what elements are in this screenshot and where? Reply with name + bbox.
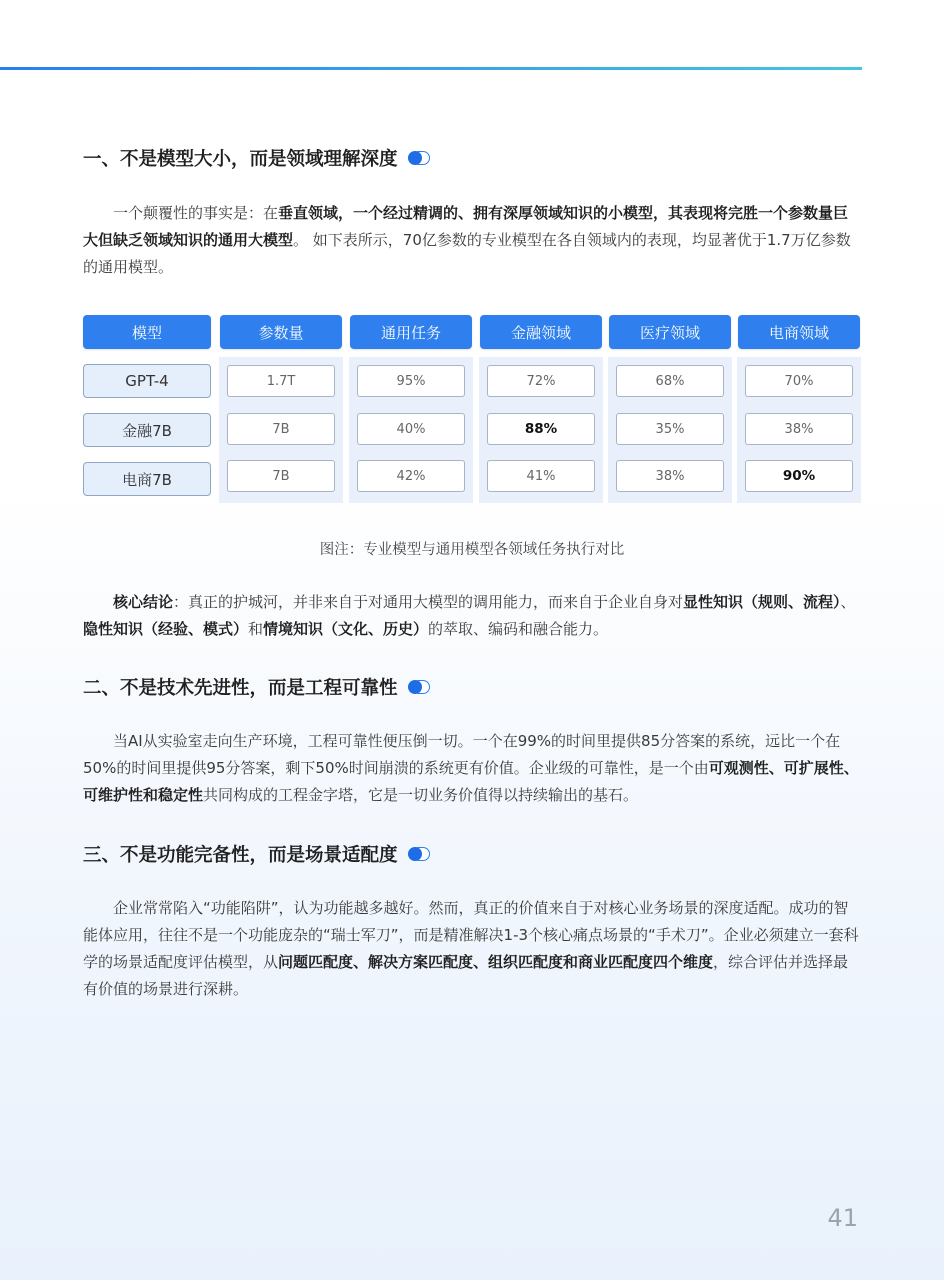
table-header-cell: 电商领域 bbox=[738, 315, 860, 349]
table-cell: 7B bbox=[227, 413, 335, 445]
body-text: 和 bbox=[248, 620, 264, 638]
body-text: ，综合评估并选择最有价值的场景进行深耕。 bbox=[83, 953, 849, 998]
table-header-cell: 医疗领域 bbox=[609, 315, 731, 349]
table-cell: 41% bbox=[487, 460, 595, 492]
body-text: 共同构成的工程金字塔，它是一切业务价值得以持续输出的基石。 bbox=[203, 786, 639, 804]
emphasis-text: 可观测性、可扩展性、可维护性和稳定性 bbox=[83, 759, 859, 804]
body-text: 的萃取、编码和融合能力。 bbox=[428, 620, 609, 638]
section-heading-3-text: 三、不是功能完备性，而是场景适配度 bbox=[83, 845, 398, 866]
body-text: 当AI从实验室走向生产环境，工程可靠性便压倒一切。一个在99%的时间里提供85分答案的系统，远比一个在50%的时间里提供95分答案，剩下50%时间崩溃的系统更有价值。企业级的可靠性，是一个由 bbox=[83, 732, 841, 777]
table-header-cell: 模型 bbox=[83, 315, 211, 349]
table-header-cell: 金融领域 bbox=[480, 315, 602, 349]
table-cell: 72% bbox=[487, 365, 595, 397]
body-text: 、 bbox=[840, 593, 856, 611]
table-row-model: 金融7B bbox=[83, 413, 211, 447]
section-2-paragraph bbox=[83, 728, 861, 809]
table-cell: 38% bbox=[616, 460, 724, 492]
section-3-paragraph bbox=[83, 895, 861, 1003]
table-cell: 1.7T bbox=[227, 365, 335, 397]
section-heading-1-text: 一、不是模型大小，而是领域理解深度 bbox=[83, 149, 398, 170]
section-1-paragraph bbox=[83, 200, 861, 281]
emphasis-text: 问题匹配度、解决方案匹配度、组织匹配度和商业匹配度四个维度 bbox=[278, 953, 714, 971]
table-cell: 42% bbox=[357, 460, 465, 492]
table-cell: 38% bbox=[745, 413, 853, 445]
table-cell: 70% bbox=[745, 365, 853, 397]
emphasis-text: 隐性知识（经验、模式） bbox=[83, 620, 249, 638]
table-cell: 40% bbox=[357, 413, 465, 445]
page-number: 41 bbox=[827, 1204, 858, 1232]
body-text: 一个颠覆性的事实是：在 bbox=[113, 204, 279, 222]
table-cell: 35% bbox=[616, 413, 724, 445]
table-cell-highlight: 88% bbox=[487, 413, 595, 445]
emphasis-text: 显性知识（规则、流程） bbox=[683, 593, 841, 611]
toggle-icon bbox=[408, 151, 432, 165]
table-caption: 图注：专业模型与通用模型各领域任务执行对比 bbox=[319, 542, 625, 558]
emphasis-text: 核心结论 bbox=[113, 593, 174, 611]
body-text: ：真正的护城河，并非来自于对通用大模型的调用能力，而来自于企业自身对 bbox=[173, 593, 684, 611]
body-text: 企业常常陷入“功能陷阱”，认为功能越多越好。然而，真正的价值来自于对核心业务场景的深度适配。成功的智能体应用，往往不是一个功能庞杂的“瑞士军刀”，而是精准解决1-3个核心痛点场景的“手术刀”。企业必须建立一套科学的场景适配度评估模型，从 bbox=[83, 899, 859, 971]
emphasis-text: 垂直领域，一个经过精调的、拥有深厚领域知识的小模型，其表现将完胜一个参数量巨大但缺乏领域知识的通用大模型 bbox=[83, 204, 849, 249]
header-accent-line bbox=[0, 67, 862, 70]
section-heading-2 bbox=[83, 674, 432, 700]
toggle-icon bbox=[408, 847, 432, 861]
table-cell: 95% bbox=[357, 365, 465, 397]
section-heading-1 bbox=[83, 145, 432, 171]
table-row-model: GPT-4 bbox=[83, 364, 211, 398]
table-cell: 7B bbox=[227, 460, 335, 492]
emphasis-text: 情境知识（文化、历史） bbox=[263, 620, 429, 638]
table-header-cell: 通用任务 bbox=[350, 315, 472, 349]
section-heading-3 bbox=[83, 841, 432, 867]
conclusion-paragraph bbox=[83, 589, 861, 643]
body-text: 。 如下表所示，70亿参数的专业模型在各自领域内的表现，均显著优于1.7万亿参数的通用模型。 bbox=[83, 231, 851, 276]
table-header-cell: 参数量 bbox=[220, 315, 342, 349]
section-heading-2-text: 二、不是技术先进性，而是工程可靠性 bbox=[83, 678, 398, 699]
table-cell-highlight: 90% bbox=[745, 460, 853, 492]
table-row-model: 电商7B bbox=[83, 462, 211, 496]
toggle-icon bbox=[408, 680, 432, 694]
table-cell: 68% bbox=[616, 365, 724, 397]
